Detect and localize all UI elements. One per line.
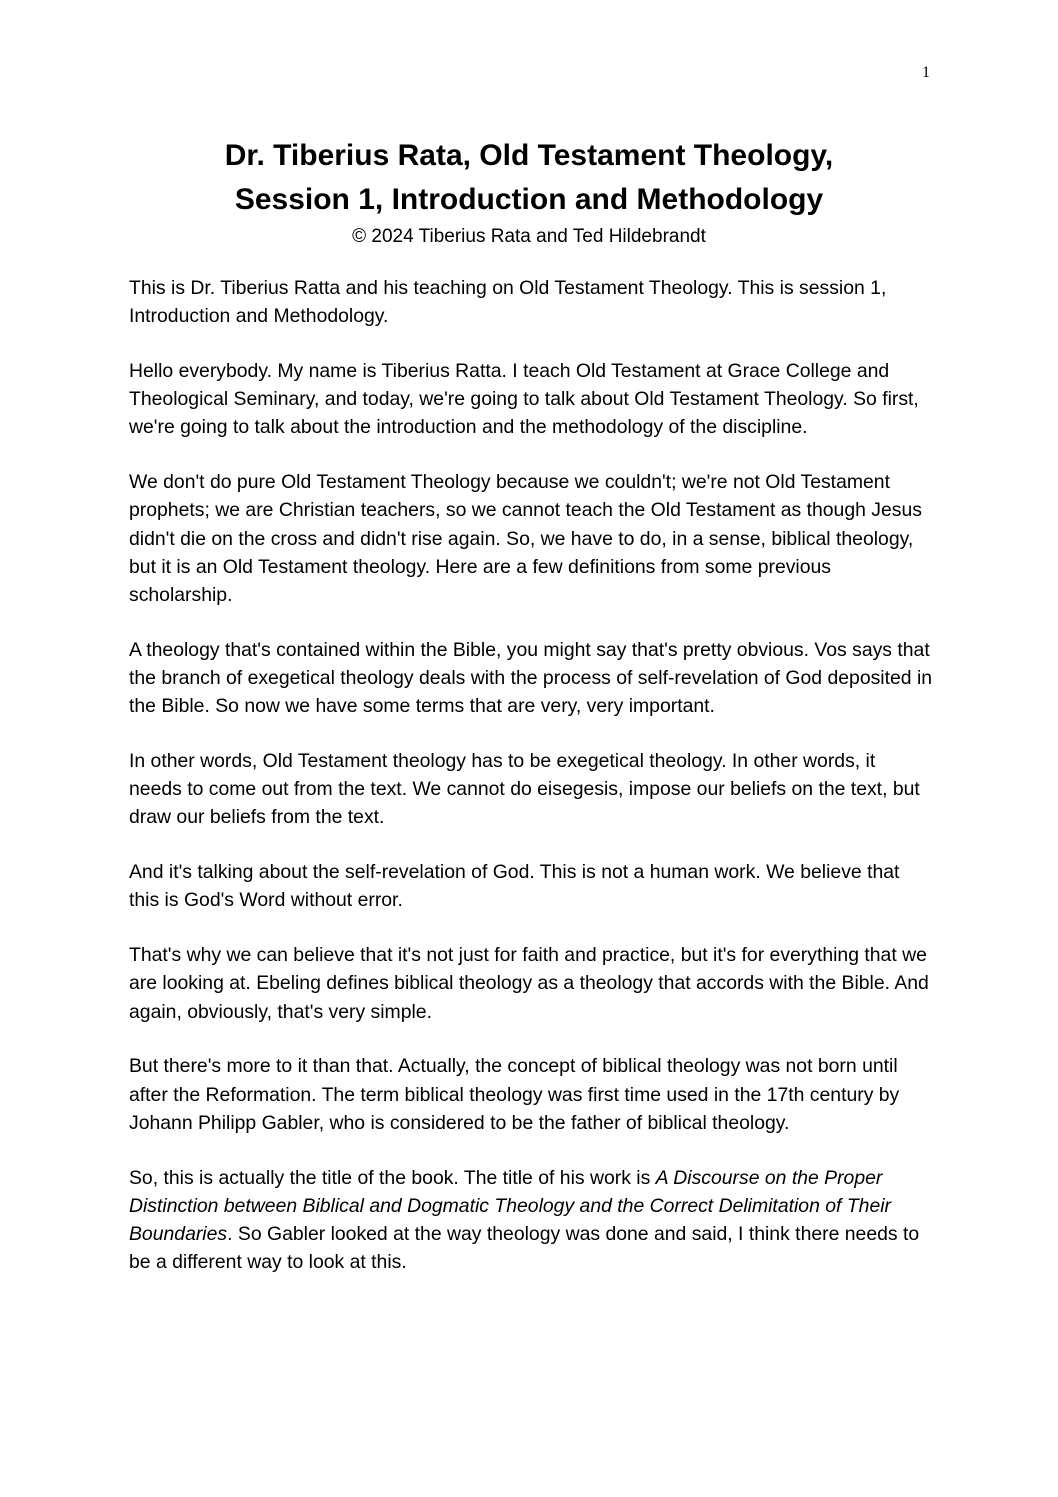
page-number: 1 [922, 64, 930, 81]
paragraph: And it's talking about the self-revelation of God. This is not a human work. We believe that this is God's Word without error. [129, 861, 900, 912]
paragraph: This is Dr. Tiberius Ratta and his teaching on Old Testament Theology. This is session 1, Introduction and Methodology. [129, 277, 887, 328]
document-body [129, 274, 933, 1303]
paragraph: A theology that's contained within the Bible, you might say that's pretty obvious. Vos says that the branch of exegetical theology deals with the process of self-revelation of God deposited in the Bible. So now we have some terms that are very, very important. [129, 638, 933, 718]
title-line-1: Dr. Tiberius Rata, Old Testament Theology, [224, 139, 834, 172]
paragraph-lead: So, this is actually the title of the book. The title of his work is [129, 1166, 656, 1189]
title-line-2: Session 1, Introduction and Methodology [234, 183, 824, 216]
paragraph: That's why we can believe that it's not just for faith and practice, but it's for everything that we are looking at. Ebeling defines biblical theology as a theology that accords with the Bible. And again, obviously, that's very simple. [129, 944, 929, 1023]
book-title: A Discourse on the Proper Distinction between Biblical and Dogmatic Theology and the Correct Delimitation of Their Boundaries [129, 1166, 891, 1246]
copyright-line: © 2024 Tiberius Rata and Ted Hildebrandt [352, 226, 706, 247]
paragraph-tail: . So Gabler looked at the way theology was done and said, I think there needs to be a different way to look at this. [129, 1223, 920, 1274]
paragraph: But there's more to it than that. Actually, the concept of biblical theology was not born until after the Reformation. The term biblical theology was first time used in the 17th century by Johann Philipp Gabler, who is considered to be the father of biblical theology. [129, 1055, 900, 1134]
paragraph: We don't do pure Old Testament Theology because we couldn't; we're not Old Testament prophets; we are Christian teachers, so we cannot teach the Old Testament as though Jesus didn't die on the cross and didn't rise again. So, we have to do, in a sense, biblical theology, but it is an Old Testament theology. Here are a few definitions from some previous scholarship. [129, 471, 922, 607]
title-block [128, 134, 930, 250]
paragraph: In other words, Old Testament theology has to be exegetical theology. In other words, it needs to come out from the text. We cannot do eisegesis, impose our beliefs on the text, but draw our beliefs from the text. [129, 750, 920, 829]
document-title [128, 134, 930, 222]
paragraph: Hello everybody. My name is Tiberius Ratta. I teach Old Testament at Grace College and Theological Seminary, and today, we're going to talk about Old Testament Theology. So first, we're going to talk about the introduction and the methodology of the discipline. [129, 360, 919, 439]
paragraph-last [129, 1164, 933, 1277]
